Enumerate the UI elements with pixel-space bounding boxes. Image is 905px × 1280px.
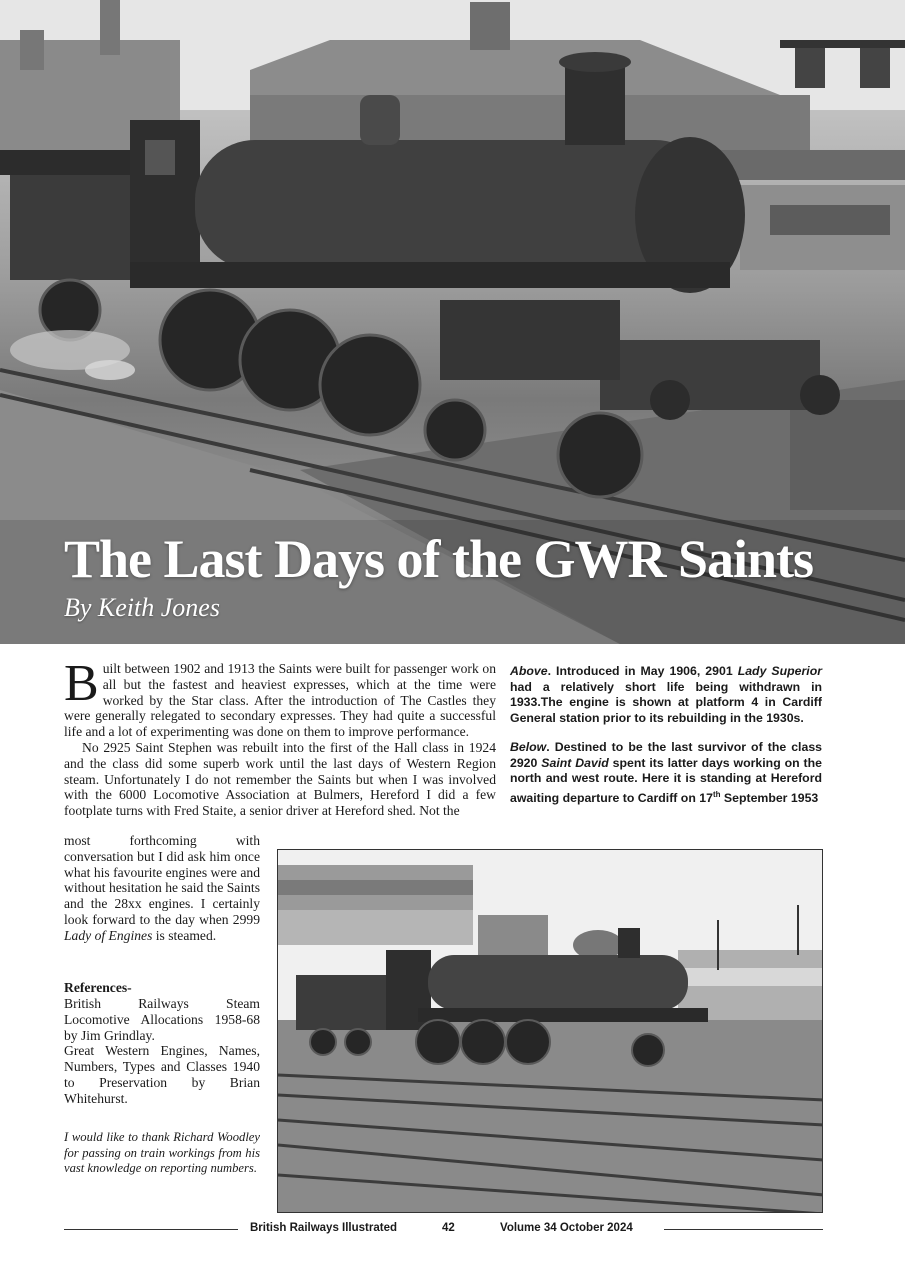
paragraph-1-text: uilt between 1902 and 1913 the Saints were built for passenger work on all but the fastest and heaviest expresses, which at the time were worked by the Star class. After the introduction of The Castles they were generally relegated to secondary expresses. They had quite a successful life and a lot of experimenting was done on them to improve performance. bbox=[64, 661, 496, 740]
reference-item: British Railways Steam Locomotive Allocations 1958-68 by Jim Grindlay. bbox=[64, 996, 260, 1043]
article-body-continued bbox=[64, 833, 260, 944]
page-footer bbox=[64, 1222, 823, 1238]
issue-info: Volume 34 October 2024 bbox=[500, 1222, 633, 1234]
article-byline: By Keith Jones bbox=[64, 593, 220, 622]
drop-cap: B bbox=[64, 655, 99, 712]
footer-rule-right bbox=[664, 1229, 823, 1230]
references-heading: References- bbox=[64, 980, 132, 995]
paragraph-2: No 2925 Saint Stephen was rebuilt into the first of the Hall class in 1924 and the class did some superb work until the last days of Western Region steam. Unfortunately I do not remember the Saints but when I was involved with the 6000 Locomotive Association at Bulmers, Hereford I did a few footplate turns with Fred Staite, a senior driver at Hereford shed. Not the bbox=[64, 739, 496, 819]
acknowledgement: I would like to thank Richard Woodley for passing on train workings from his vast knowledge on reporting numbers. bbox=[64, 1130, 260, 1175]
paragraph-3: most forthcoming with conversation but I did ask him once what his favourite engines were and without hesitation he said the Saints and the 28xx engines. I certainly look forward to the day when 2999 Lady of Engines is steamed. bbox=[64, 833, 260, 943]
publication-name: British Railways Illustrated bbox=[250, 1222, 397, 1234]
references-list bbox=[64, 996, 260, 1107]
page-number: 42 bbox=[442, 1222, 455, 1234]
saint-david-illustration bbox=[278, 850, 823, 1213]
reference-item: Great Western Engines, Names, Numbers, Types and Classes 1940 to Preservation by Brian Whitehurst. bbox=[64, 1043, 260, 1106]
article-title: The Last Days of the GWR Saints bbox=[64, 529, 814, 589]
caption-below: Below. Destined to be the last survivor of the class 2920 Saint David spent its latter days working on the north and west route. Here it is standing at Hereford awaiting departure to Cardiff on 17th September 1953 bbox=[510, 740, 822, 805]
footer-rule-left bbox=[64, 1229, 238, 1230]
locomotive-photo bbox=[277, 849, 823, 1213]
article-body bbox=[64, 655, 496, 819]
caption-above: Above. Introduced in May 1906, 2901 Lady Superior had a relatively short life being withdrawn in 1933.The engine is shown at platform 4 in Cardiff General station prior to its rebuilding in the 1930s. bbox=[510, 664, 822, 725]
paragraph-1 bbox=[64, 655, 496, 740]
engine-name: Lady of Engines bbox=[64, 927, 153, 943]
